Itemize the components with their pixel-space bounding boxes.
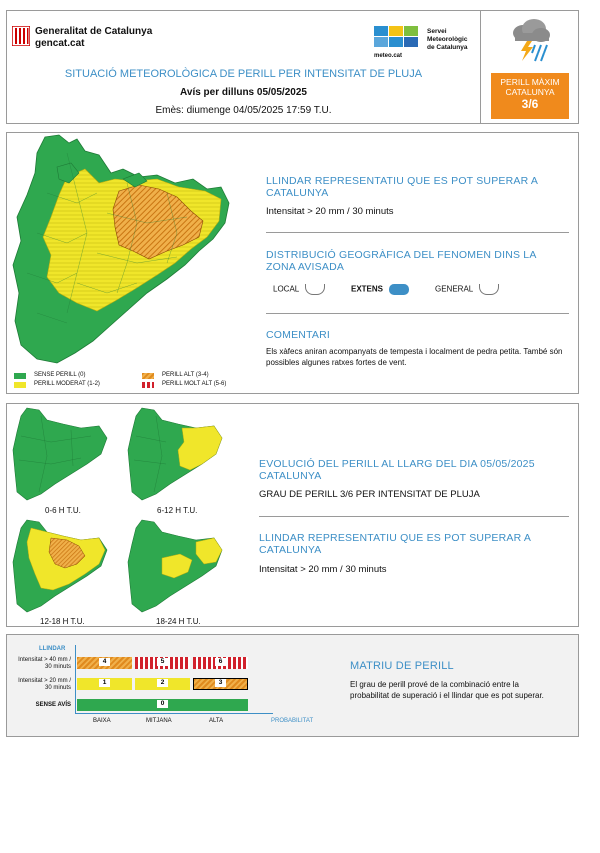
storm-rain-icon [507,17,553,63]
evolution-value: GRAU DE PERILL 3/6 PER INTENSITAT DE PLUJA [259,489,480,500]
comments-title: COMENTARI [266,329,331,341]
evolution-threshold-value: Intensitat > 20 mm / 30 minuts [259,564,387,575]
legend-swatch-moderate [14,382,26,388]
evolution-threshold-title: LLINDAR REPRESENTATIU QUE ES POT SUPERAR A CATALUNYA [259,532,531,556]
matrix-cell-3-selected: 3 [193,678,248,690]
matrix-cell-2: 2 [135,678,190,690]
met-service-line3: de Catalunya [427,44,468,51]
matrix-title: MATRIU DE PERILL [350,660,454,672]
meteocat-logo-text: meteo.cat [374,53,403,59]
map-label-12-18: 12-18 H T.U. [40,617,85,626]
matrix-cell-0: 0 [77,699,248,711]
matrix-col-low: BAIXA [93,718,111,724]
matrix-row3-label: SENSE AVÍS [35,702,71,708]
option-general-toggle[interactable] [479,284,499,295]
evolution-panel [6,403,579,627]
legend-moderate: PERILL MODERAT (1-2) [34,381,100,387]
map-6-12 [126,406,226,506]
badge-line2: CATALUNYA [505,87,555,97]
option-local-label: LOCAL [273,284,299,294]
legend-swatch-no-danger [14,373,26,379]
matrix-text: El grau de perill prové de la combinació entre la probabilitat de superació i el llindar que es pot superar. [350,680,544,700]
option-general-label: GENERAL [435,284,473,294]
matrix-cell-6: 6 [193,657,248,669]
matrix-col-medium: MITJANA [146,718,172,724]
max-danger-badge [491,73,569,119]
warning-date: Avís per dilluns 05/05/2025 [180,87,307,98]
option-extens-label: EXTENS [351,284,384,294]
map-label-18-24: 18-24 H T.U. [156,617,201,626]
map-0-6 [11,406,111,506]
org-domain: gencat.cat [35,38,85,49]
legend-high: PERILL ALT (3-4) [162,372,209,378]
badge-line1: PERILL MÀXIM [500,77,560,87]
matrix-cell-1: 1 [77,678,132,690]
badge-value: 3/6 [521,97,539,111]
evolution-title: EVOLUCIÓ DEL PERILL AL LLARG DEL DIA 05/05/2025 CATALUNYA [259,458,535,482]
met-service-line2: Meteorològic [427,36,468,43]
matrix-axis-probability: PROBABILITAT [271,718,314,724]
current-map-panel [6,132,579,394]
matrix-cell-4: 4 [77,657,132,669]
generalitat-logo [12,26,30,46]
met-service-line1: Servei [427,28,447,35]
threshold-value: Intensitat > 20 mm / 30 minuts [266,206,394,217]
option-local-toggle[interactable] [305,284,325,295]
threshold-title: LLINDAR REPRESENTATIU QUE ES POT SUPERAR A CATALUNYA [266,175,538,199]
org-name: Generalitat de Catalunya [35,26,153,37]
matrix-row2-label: Intensitat > 20 mm / 30 minuts [18,678,71,691]
legend-swatch-very-high [142,382,154,388]
matrix-axis-threshold: LLINDAR [39,646,66,652]
map-label-6-12: 6-12 H T.U. [157,506,198,515]
map-12-18 [11,518,111,618]
catalonia-warning-map [7,133,247,369]
matrix-col-high: ALTA [209,718,224,724]
issued-date: Emès: diumenge 04/05/2025 17:59 T.U. [155,105,332,116]
legend-swatch-high [142,373,154,379]
comments-text: Els xàfecs aniran acompanyats de tempesta i localment de pedra petita. També són possibles algunes ratxes fortes de vent. [266,347,563,367]
header-panel [6,10,579,124]
option-extens-toggle[interactable] [389,284,409,295]
distribution-title: DISTRIBUCIÓ GEOGRÀFICA DEL FENOMEN DINS LA ZONA AVISADA [266,249,536,273]
legend-no-danger: SENSE PERILL (0) [34,372,86,378]
matrix-row1-label: Intensitat > 40 mm / 30 minuts [18,657,71,670]
meteocat-logo [374,26,420,59]
matrix-cell-5: 5 [135,657,190,669]
map-label-0-6: 0-6 H T.U. [45,506,81,515]
page-title: SITUACIÓ METEOROLÒGICA DE PERILL PER INTENSITAT DE PLUJA [64,68,423,80]
map-legend [14,373,244,393]
map-18-24 [126,518,226,618]
legend-very-high: PERILL MOLT ALT (5-6) [162,381,227,387]
danger-matrix-panel [6,634,579,737]
